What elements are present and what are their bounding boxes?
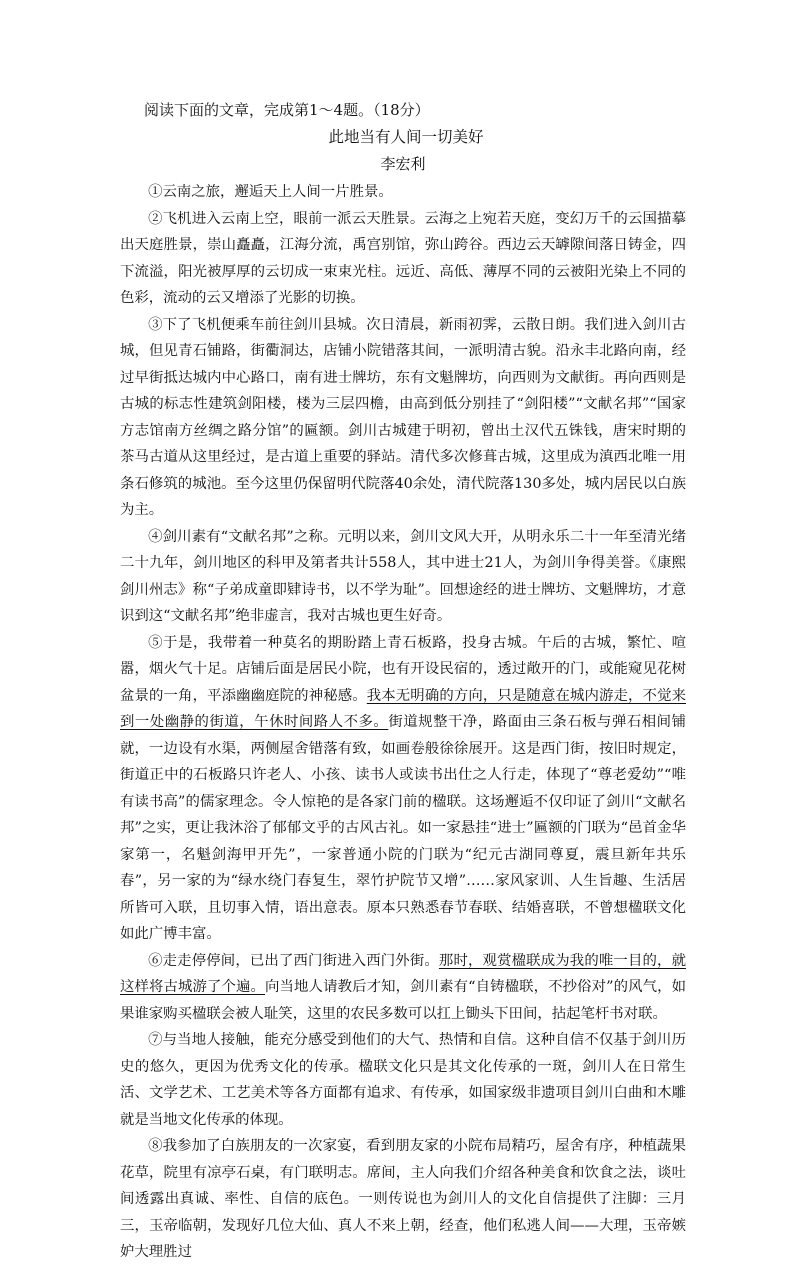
paragraph-number: ⑧ bbox=[148, 1138, 163, 1154]
paragraph-number: ① bbox=[148, 184, 163, 200]
paragraph-text: 走走停停间，已出了西门街进入西门外街。 bbox=[162, 952, 439, 969]
paragraph-number: ⑦ bbox=[148, 1032, 163, 1048]
paragraph-number: ④ bbox=[148, 528, 163, 545]
article-title: 此地当有人间一切美好 bbox=[328, 128, 484, 146]
paragraph-text: 下了飞机便乘车前往剑川县城。次日清晨，新雨初霁，云散日朗。我们进入剑川古城，但见青石铺路，街衢洞达，店铺小院错落其间，一派明清古貌。沿永丰北路向南，经过早街抵达城内中心路口，南有进士牌坊，东有文魁牌坊，向西则为文献街。再向西则是古城的标志性建筑剑阳楼，楼为三层四檐，由高到低分别挂了“剑阳楼”“文献名邦”“国家方志馆南方丝绸之路分馆”的匾额。剑川古城建于明初，曾出土汉代五铢钱，唐宋时期的茶马古道从这里经过，是古道上重要的驿站。清代多次修葺古城，这里成为滇西北唯一用条石修筑的城池。至今这里仍保留明代院落40余处，清代院落130多处，城内居民以白族为主。 bbox=[120, 316, 686, 518]
paragraph-text: 飞机进入云南上空，眼前一派云天胜景。云海之上宛若天庭，变幻万千的云国描摹出天庭胜景，崇山矗矗，江海分流，禹宫别馆，弥山跨谷。西边云天罅隙间落日铸金，四下流溢，阳光被厚厚的云切成一束束光柱。远近、高低、薄厚不同的云被阳光染上不同的色彩，流动的云又增添了光影的切换。 bbox=[120, 210, 686, 306]
paragraph-text: 剑川素有“文献名邦”之称。元明以来，剑川文风大开，从明永乐二十一年至清光绪二十九年，剑川地区的科甲及第者共计558人，其中进士21人，为剑川争得美誉。《康熙剑川州志》称“子弟成童即肄诗书，以不学为耻”。回想途经的进士牌坊、文魁牌坊，才意识到这“文献名邦”绝非虚言，我对古城也更生好奇。 bbox=[120, 528, 686, 624]
article-paragraph bbox=[120, 179, 686, 206]
article-paragraph bbox=[120, 524, 686, 630]
article-paragraph bbox=[120, 206, 686, 312]
paragraph-text: 向当地人请教后才知，剑川素有“自铸楹联，不抄俗对”的风气，如果谁家购买楹联会被人耻笑，这里的农民多数可以扛上锄头下田间，拈起笔杆书对联。 bbox=[120, 979, 686, 1022]
paragraph-text: 我参加了白族朋友的一次家宴，看到朋友家的小院布局精巧，屋舍有序，种植蔬果花草，院里有凉亭石桌，有门联明志。席间，主人向我们介绍各种美食和饮食之法，谈吐间透露出真诚、率性、自信的底色。一则传说也为剑川人的文化自信提供了注脚：三月三，玉帝临朝，发现好几位大仙、真人不来上朝，经查，他们私逃人间——大理，玉帝嫉妒大理胜过 bbox=[120, 1138, 686, 1260]
article-author: 李宏利 bbox=[380, 155, 426, 173]
paragraph-number: ③ bbox=[148, 316, 163, 333]
article-paragraph bbox=[120, 1027, 686, 1133]
article-body bbox=[120, 179, 686, 1266]
article-paragraph bbox=[120, 948, 686, 1028]
paragraph-number: ⑤ bbox=[148, 634, 164, 651]
paragraph-text: 云南之旅，邂逅天上人间一片胜景。 bbox=[162, 184, 393, 200]
question-intro: 阅读下面的文章，完成第1～4题。（18分） bbox=[144, 101, 430, 119]
underlined-sentence: 我本无明确的方向，只是随意在城内游走，不觉来到一处幽静的街道，午休时间路人不多。 bbox=[120, 687, 686, 730]
paragraph-text: 与当地人接触，能充分感受到他们的大气、热情和自信。这种自信不仅基于剑川历史的悠久，更因为优秀文化的传承。楹联文化只是其文化传承的一斑，剑川人在日常生活、文学艺术、工艺美术等各方面都有追求、有传承，如国家级非遗项目剑川白曲和木雕就是当地文化传承的体现。 bbox=[120, 1032, 686, 1128]
paragraph-number: ② bbox=[148, 210, 163, 227]
paragraph-number: ⑥ bbox=[148, 952, 163, 969]
article-paragraph bbox=[120, 312, 686, 524]
paragraph-text: 街道规整干净，路面由三条石板与弹石相间铺就，一边设有水渠，两侧屋舍错落有致，如画卷般徐徐展开。这是西门街，按旧时规定，街道正中的石板路只许老人、小孩、读书人或读书出仕之人行走，体现了“尊老爱幼”“唯有读书高”的儒家理念。令人惊艳的是各家门前的楹联。这场邂逅不仅印证了剑川“文献名邦”之实，更让我沐浴了郁郁文乎的古风古礼。如一家悬挂“进士”匾额的门联为“邑首金华家第一，名魁剑海甲开先”，一家普通小院的门联为“纪元古湖同尊夏，震旦新年共乐春”，另一家的为“绿水绕门春复生，翠竹护院节又增”……家风家训、人生旨趣、生活居所皆可入联，且切事入情，语出意表。原本只熟悉春节春联、结婚喜联，不曾想楹联文化如此广博丰富。 bbox=[120, 714, 686, 942]
paragraph-text: 于是，我带着一种莫名的期盼踏上青石板路，投身古城。午后的古城，繁忙、喧嚣，烟火气十足。店铺后面是居民小院，也有开设民宿的，透过敞开的门，或能窥见花树盆景的一角，平添幽幽庭院的神秘感。 bbox=[120, 634, 686, 704]
underlined-sentence: 那时，观赏楹联成为我的唯一目的，就这样将古城游了个遍。 bbox=[120, 952, 686, 995]
article-paragraph bbox=[120, 1133, 686, 1266]
article-paragraph bbox=[120, 630, 686, 948]
